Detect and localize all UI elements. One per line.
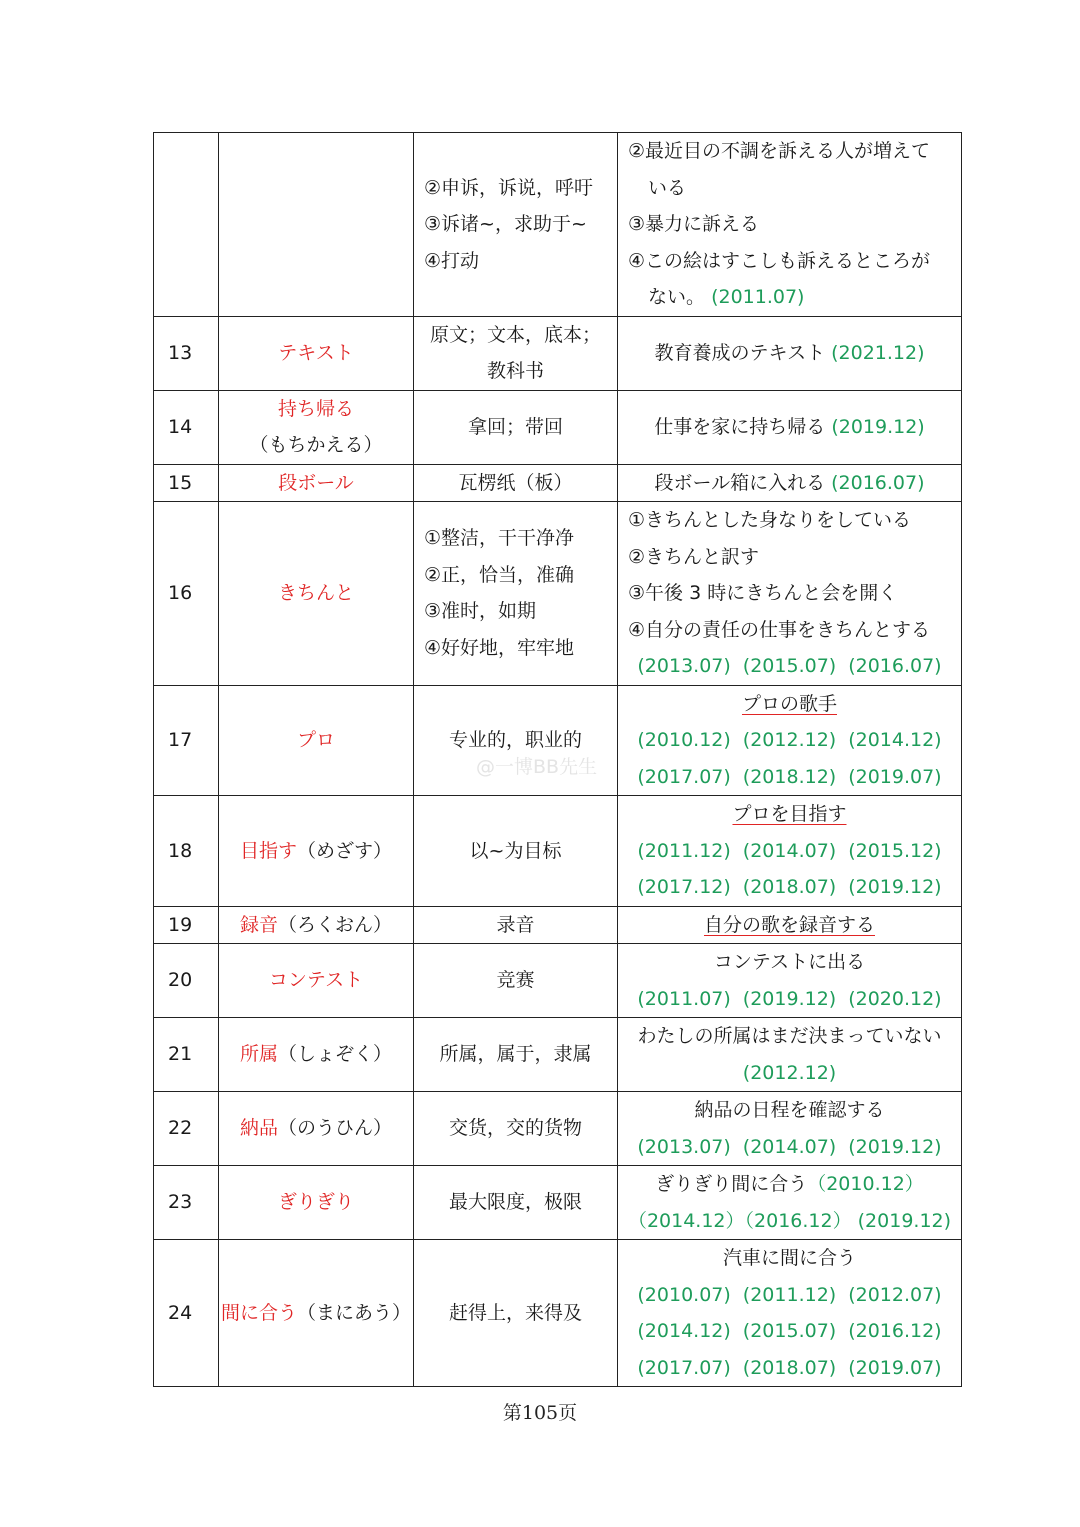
row-number: 16 [154,502,219,686]
meaning-cell: 专业的，职业的 [414,685,618,796]
row-number [154,133,219,317]
exam-date: (2012.07) [848,1283,942,1306]
meaning-cell: 拿回；带回 [414,390,618,464]
example-cell: 段ボール箱に入れる (2016.07) [618,464,962,502]
table-row [154,502,962,686]
exam-date: (2011.07) [711,286,805,308]
exam-date: (2011.12) [637,839,731,862]
row-number: 20 [154,944,219,1018]
word-cell: 段ボール [219,464,414,502]
exam-date: (2019.12) [742,987,837,1010]
row-number: 23 [154,1166,219,1240]
table-row [154,796,962,907]
row-number: 19 [154,906,219,944]
exam-date: (2019.07) [848,765,942,788]
table-row [154,906,962,944]
exam-date: (2019.12) [857,1209,952,1232]
exam-date: (2017.12) [637,876,731,898]
exam-date: (2012.12) [742,729,837,751]
meaning-cell: 以~为目标 [414,796,618,907]
watermark: @一博BB先生 [476,756,598,778]
meaning-cell: 竞赛 [414,944,618,1018]
exam-date: (2014.07) [742,1135,837,1158]
example-cell: プロの歌手 (2010.12) (2012.12) (2014.12) (2017.07) (2018.12) (2019.07) [618,685,962,796]
exam-date: (2015.07) [742,655,837,677]
exam-date: (2016.07) [831,471,925,494]
meaning-cell: 原文；文本，底本； 教科书 [414,316,618,390]
meaning-cell: 录音 [414,906,618,944]
example-cell: 汽車に間に合う (2010.07) (2011.12) (2012.07) (2014.12) (2015.07) (2016.12) (2017.07) (2018.07) (2019.07) [618,1240,962,1387]
word-cell: 納品（のうひん） [219,1092,414,1166]
exam-date: (2010.07) [637,1283,731,1306]
exam-date: (2016.12) [848,1320,942,1342]
exam-date: (2018.07) [742,1356,837,1379]
meaning-cell: ②申诉，诉说，呼吁 ③诉诸~，求助于~ ④打动 [414,133,618,317]
exam-date: (2013.07) [637,655,731,677]
table-row [154,944,962,1018]
word-cell: コンテスト [219,944,414,1018]
table-row [154,133,962,317]
row-number: 22 [154,1092,219,1166]
exam-date: （2016.12） [744,1209,852,1232]
example-cell: わたしの所属はまだ決まっていない (2012.12) [618,1018,962,1092]
row-number: 18 [154,796,219,907]
exam-date: (2012.12) [742,1061,837,1084]
exam-date: (2011.12) [742,1283,837,1306]
word-cell: 所属（しょぞく） [219,1018,414,1092]
example-cell: コンテストに出る (2011.07) (2019.12) (2020.12) [618,944,962,1018]
exam-date: (2014.07) [742,839,837,862]
exam-date: (2013.07) [637,1135,731,1158]
exam-date: （2010.12） [807,1173,924,1195]
exam-date: (2018.12) [742,765,837,788]
exam-date: (2019.12) [848,1135,942,1158]
example-cell: ぎりぎり間に合う（2010.12） （2014.12）（2016.12） (2019.12) [618,1166,962,1240]
table-row [154,1018,962,1092]
exam-date: （2014.12） [627,1209,745,1232]
example-cell: 仕事を家に持ち帰る (2019.12) [618,390,962,464]
table-row [154,1166,962,1240]
exam-date: (2021.12) [831,341,925,364]
row-number: 13 [154,316,219,390]
meaning-cell: 瓦楞纸（板） [414,464,618,502]
exam-date: (2020.12) [848,987,942,1010]
example-cell: 教育養成のテキスト (2021.12) [618,316,962,390]
exam-date: (2014.12) [637,1320,731,1342]
word-cell [219,133,414,317]
example-cell: 納品の日程を確認する (2013.07) (2014.07) (2019.12) [618,1092,962,1166]
word-cell: 録音（ろくおん） [219,906,414,944]
exam-date: (2017.07) [637,1356,731,1379]
example-cell: ①きちんとした身なりをしている ②きちんと訳す ③午後 3 時にきちんと会を開く ④自分の責任の仕事をきちんとする (2013.07) (2015.07) (2016.07) [618,502,962,686]
row-number: 17 [154,685,219,796]
table-row [154,1240,962,1387]
word-cell: プロ [219,685,414,796]
example-cell: ②最近目の不調を訴える人が増えて いる ③暴力に訴える ④この絵はすこしも訴えるところが ない。 (2011.07) [618,133,962,317]
exam-date: (2011.07) [637,987,731,1010]
table-row [154,316,962,390]
exam-date: (2016.07) [848,655,942,677]
word-cell: 目指す（めざす） [219,796,414,907]
word-cell: 間に合う（まにあう） [219,1240,414,1387]
row-number: 14 [154,390,219,464]
exam-date: (2019.07) [848,1356,942,1379]
row-number: 21 [154,1018,219,1092]
meaning-cell: ①整洁，干干净净 ②正，恰当，准确 ③准时，如期 ④好好地，牢牢地 [414,502,618,686]
page-number: 第105页 [502,1402,578,1424]
meaning-cell: 交货，交的货物 [414,1092,618,1166]
meaning-cell: 赶得上，来得及 [414,1240,618,1387]
exam-date: (2010.12) [637,729,731,751]
row-number: 24 [154,1240,219,1387]
exam-date: (2015.12) [848,839,942,862]
word-cell: 持ち帰る （もちかえる） [219,390,414,464]
exam-date: (2014.12) [848,729,942,751]
example-cell: 自分の歌を録音する [618,906,962,944]
exam-date: (2019.12) [848,876,942,898]
example-cell: プロを目指す (2011.12) (2014.07) (2015.12) (2017.12) (2018.07) (2019.12) [618,796,962,907]
meaning-cell: 所属，属于，隶属 [414,1018,618,1092]
table-row [154,390,962,464]
word-cell: テキスト [219,316,414,390]
exam-date: (2017.07) [637,765,731,788]
meaning-cell: 最大限度，极限 [414,1166,618,1240]
row-number: 15 [154,464,219,502]
exam-date: (2018.07) [742,876,837,898]
table-row [154,464,962,502]
word-cell: きちんと [219,502,414,686]
exam-date: (2019.12) [831,415,925,438]
word-cell: ぎりぎり [219,1166,414,1240]
exam-date: (2015.07) [742,1320,837,1342]
table-row [154,1092,962,1166]
